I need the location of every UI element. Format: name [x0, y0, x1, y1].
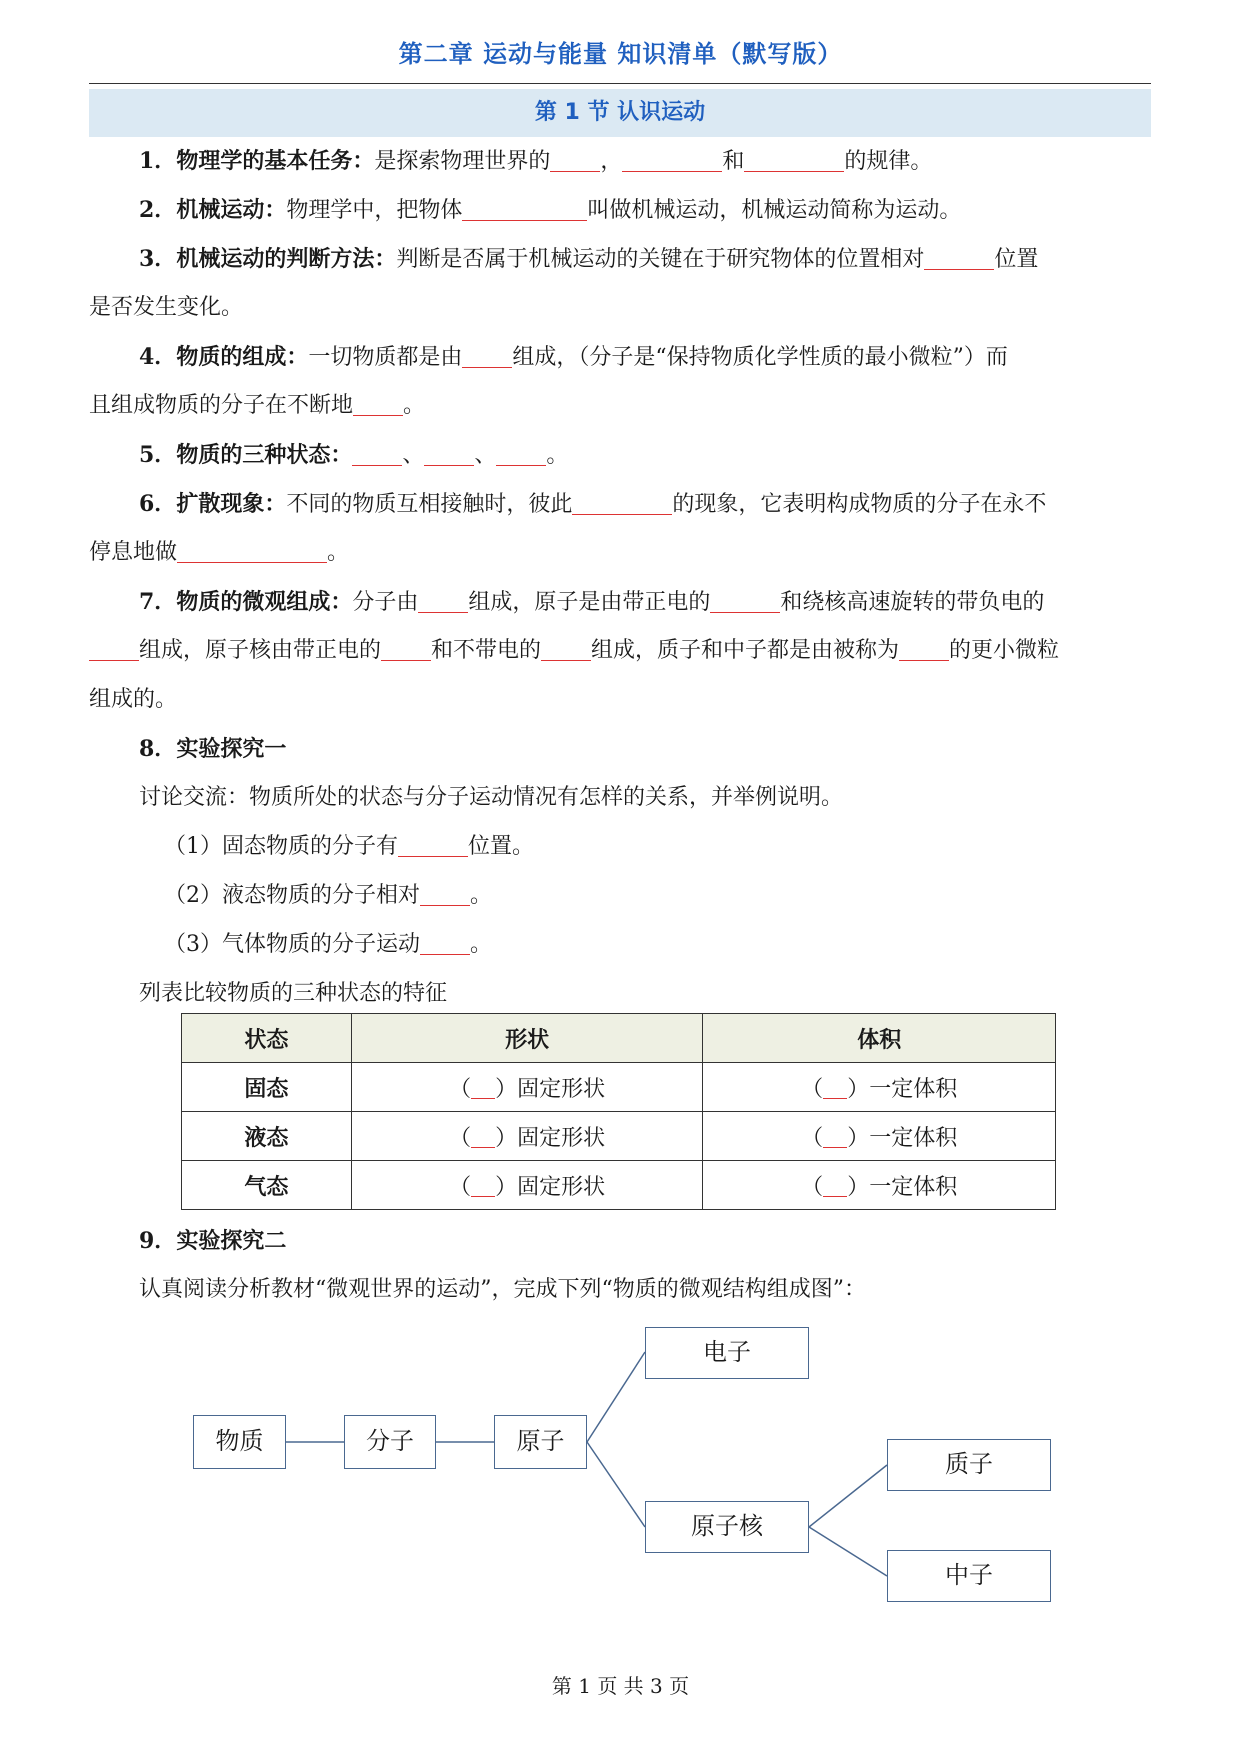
item-text: 是否发生变化。	[89, 295, 244, 320]
fill-blank[interactable]	[710, 588, 780, 613]
item-number: 4．	[139, 344, 177, 370]
cell-text: ）一定体积	[847, 1174, 958, 1200]
item-keyword: 物质的组成：	[176, 345, 309, 370]
item-keyword: 物理学的基本任务：	[176, 149, 375, 174]
item-7-cont	[89, 636, 1151, 666]
volume-cell	[703, 1063, 1056, 1112]
item-keyword: 实验探究一	[176, 737, 287, 762]
cell-text: （	[449, 1174, 472, 1200]
node-matter: 物质	[193, 1415, 286, 1469]
item-text: 的规律。	[844, 149, 933, 174]
item-number: 1．	[139, 148, 177, 174]
fill-blank[interactable]	[471, 1125, 495, 1148]
item-6	[89, 489, 1151, 520]
state-cell: 气态	[182, 1161, 352, 1210]
fill-blank[interactable]	[924, 245, 994, 270]
fill-blank[interactable]	[496, 441, 546, 466]
item-text: 位置。	[468, 834, 535, 859]
page-title: 第二章 运动与能量 知识清单（默写版）	[398, 40, 843, 68]
item-keyword: 物质的三种状态：	[176, 443, 353, 468]
table-row	[182, 1063, 1056, 1112]
fill-blank[interactable]	[471, 1174, 495, 1197]
item-text: ，	[600, 149, 623, 174]
item-3-cont	[89, 293, 1151, 323]
item-text: 。	[546, 443, 569, 468]
item-8-intro: 讨论交流：物质所处的状态与分子运动情况有怎样的关系，并举例说明。	[139, 785, 844, 810]
item-9-intro: 认真阅读分析教材“微观世界的运动”，完成下列“物质的微观结构组成图”：	[139, 1277, 866, 1302]
item-text: 和绕核高速旋转的带负电的	[780, 590, 1045, 615]
header-state: 状态	[182, 1014, 352, 1063]
cell-text: （	[449, 1125, 472, 1151]
item-4-cont	[89, 391, 1151, 421]
item-keyword: 机械运动：	[176, 198, 287, 223]
item-8-sub-1	[164, 832, 534, 862]
fill-blank[interactable]	[744, 147, 844, 172]
node-atom: 原子	[494, 1415, 587, 1469]
cell-text: ）固定形状	[495, 1076, 606, 1102]
title-divider	[89, 83, 1151, 84]
fill-blank[interactable]	[550, 147, 600, 172]
item-text: 且组成物质的分子在不断地	[89, 393, 354, 418]
item-4	[89, 342, 1151, 373]
volume-cell	[703, 1161, 1056, 1210]
item-number: 7．	[139, 589, 177, 615]
item-text: （3）气体物质的分子运动	[164, 932, 420, 957]
item-text: 是探索物理世界的	[374, 149, 551, 174]
item-text: 。	[470, 932, 493, 957]
fill-blank[interactable]	[398, 832, 468, 857]
item-6-cont	[89, 538, 1151, 568]
item-text: 不同的物质互相接触时，彼此	[286, 492, 573, 517]
item-text: 组成的。	[89, 687, 178, 712]
cell-text: （	[449, 1076, 472, 1102]
connector-nucleus-neutron	[809, 1527, 887, 1576]
item-1	[89, 146, 1151, 177]
item-text: 组成，质子和中子都是由被称为	[591, 638, 900, 663]
state-cell: 固态	[182, 1063, 352, 1112]
volume-cell	[703, 1112, 1056, 1161]
fill-blank[interactable]	[823, 1174, 847, 1197]
header-volume: 体积	[703, 1014, 1056, 1063]
fill-blank[interactable]	[420, 881, 470, 906]
item-text: 组成，（分子是“保持物质化学性质的最小微粒”）而	[512, 345, 1008, 370]
node-electron: 电子	[645, 1327, 809, 1379]
item-keyword: 扩散现象：	[176, 492, 287, 517]
table-row	[182, 1112, 1056, 1161]
item-text: 物理学中，把物体	[286, 198, 463, 223]
item-text: 分子由	[352, 590, 419, 615]
item-text: 的现象，它表明构成物质的分子在永不	[672, 492, 1047, 517]
item-text: 组成，原子是由带正电的	[468, 590, 711, 615]
fill-blank[interactable]	[177, 538, 327, 563]
item-number: 5．	[139, 442, 177, 468]
item-text: 停息地做	[89, 540, 178, 565]
shape-cell	[351, 1112, 703, 1161]
item-7-cont2	[89, 685, 1151, 715]
item-3	[89, 244, 1151, 275]
item-2	[89, 195, 1151, 226]
item-8-sub-3	[164, 930, 492, 960]
node-proton: 质子	[887, 1439, 1051, 1491]
section-heading: 第 1 节 认识运动	[89, 89, 1151, 137]
table-row	[182, 1161, 1056, 1210]
item-8	[89, 734, 1151, 765]
cell-text: ）固定形状	[495, 1174, 606, 1200]
item-text: 组成，原子核由带正电的	[139, 638, 382, 663]
fill-blank[interactable]	[823, 1076, 847, 1099]
connector-nucleus-proton	[809, 1465, 887, 1527]
fill-blank[interactable]	[823, 1125, 847, 1148]
fill-blank[interactable]	[352, 441, 402, 466]
shape-cell	[351, 1063, 703, 1112]
cell-text: （	[801, 1076, 824, 1102]
fill-blank[interactable]	[899, 636, 949, 661]
item-keyword: 实验探究二	[176, 1229, 287, 1254]
state-cell: 液态	[182, 1112, 352, 1161]
item-keyword: 物质的微观组成：	[176, 590, 353, 615]
fill-blank[interactable]	[353, 391, 403, 416]
item-text: 位置	[994, 247, 1039, 272]
page-footer: 第 1 页 共 3 页	[551, 1674, 690, 1698]
shape-cell	[351, 1161, 703, 1210]
fill-blank[interactable]	[381, 636, 431, 661]
item-9	[89, 1226, 1151, 1257]
item-number: 6．	[139, 491, 177, 517]
item-text: 。	[403, 393, 426, 418]
fill-blank[interactable]	[420, 930, 470, 955]
cell-text: ）一定体积	[847, 1125, 958, 1151]
item-number: 3．	[139, 246, 177, 272]
item-text: （2）液态物质的分子相对	[164, 883, 420, 908]
item-text: 和不带电的	[431, 638, 542, 663]
item-number: 8．	[139, 736, 177, 762]
cell-text: （	[801, 1174, 824, 1200]
item-text: 。	[470, 883, 493, 908]
cell-text: ）一定体积	[847, 1076, 958, 1102]
item-text: （1）固态物质的分子有	[164, 834, 398, 859]
fill-blank[interactable]	[572, 490, 672, 515]
item-number: 9．	[139, 1228, 177, 1254]
fill-blank[interactable]	[462, 196, 587, 221]
item-text: 和	[722, 149, 745, 174]
fill-blank[interactable]	[471, 1076, 495, 1099]
item-number: 2．	[139, 197, 177, 223]
connector-atom-nucleus	[587, 1442, 645, 1527]
table-caption: 列表比较物质的三种状态的特征	[139, 981, 448, 1006]
fill-blank[interactable]	[541, 636, 591, 661]
item-7	[89, 587, 1151, 618]
item-keyword: 机械运动的判断方法：	[176, 247, 397, 272]
states-table	[181, 1013, 1056, 1210]
item-text: 判断是否属于机械运动的关键在于研究物体的位置相对	[396, 247, 925, 272]
item-text: 。	[327, 540, 350, 565]
fill-blank[interactable]	[418, 588, 468, 613]
fill-blank[interactable]	[622, 147, 722, 172]
item-text: 、	[474, 443, 497, 468]
item-text: 、	[402, 443, 425, 468]
item-8-sub-2	[164, 881, 492, 911]
node-neutron: 中子	[887, 1550, 1051, 1602]
connector-atom-electron	[587, 1352, 645, 1442]
cell-text: ）固定形状	[495, 1125, 606, 1151]
node-nucleus: 原子核	[645, 1501, 809, 1553]
item-5	[89, 440, 1151, 471]
table-header-row	[182, 1014, 1056, 1063]
fill-blank[interactable]	[89, 636, 139, 661]
header-shape: 形状	[351, 1014, 703, 1063]
item-text: 叫做机械运动，机械运动简称为运动。	[587, 198, 962, 223]
fill-blank[interactable]	[462, 343, 512, 368]
cell-text: （	[801, 1125, 824, 1151]
node-molecule: 分子	[344, 1415, 436, 1469]
item-text: 的更小微粒	[949, 638, 1060, 663]
item-text: 一切物质都是由	[308, 345, 463, 370]
fill-blank[interactable]	[424, 441, 474, 466]
